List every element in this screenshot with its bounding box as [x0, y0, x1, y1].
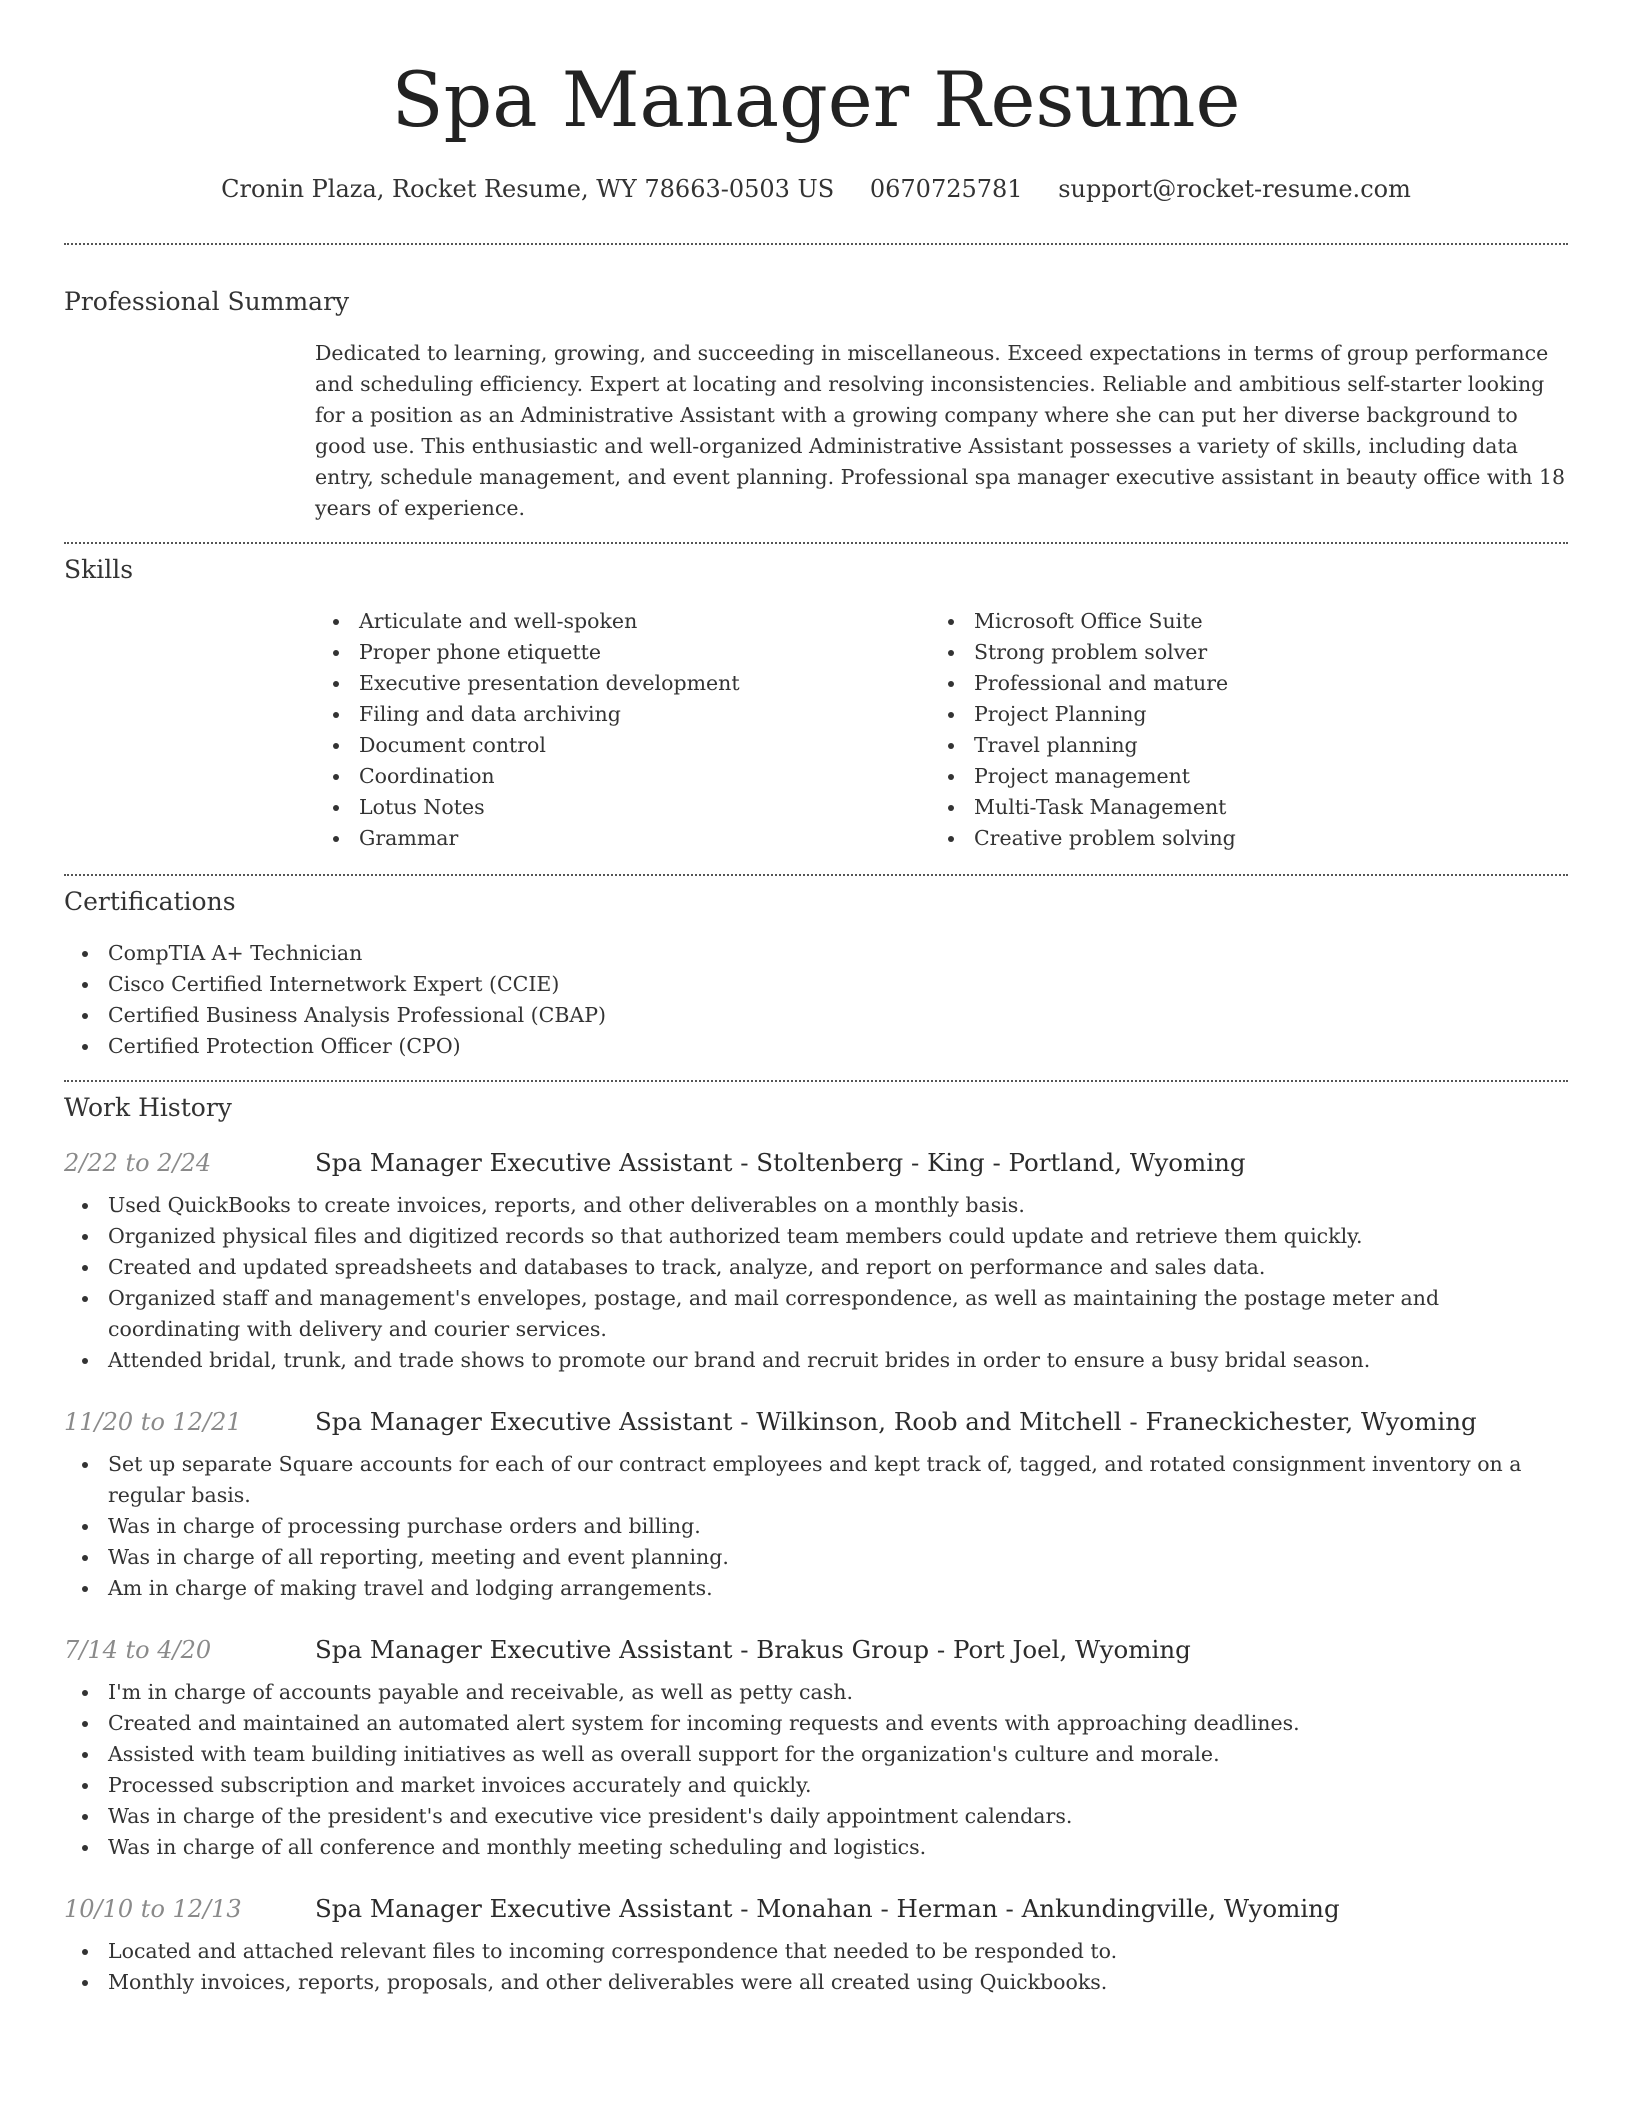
skills-columns — [315, 606, 1568, 854]
list-item: Attended bridal, trunk, and trade shows to promote our brand and recruit brides in order to ensure a busy bridal season. — [64, 1345, 1568, 1376]
list-item: I'm in charge of accounts payable and receivable, as well as petty cash. — [64, 1677, 1568, 1708]
list-item: Creative problem solving — [930, 823, 1545, 854]
job-dates: 11/20 to 12/21 — [64, 1408, 242, 1436]
list-item: Monthly invoices, reports, proposals, and other deliverables were all created using Quickbooks. — [64, 1967, 1568, 1998]
divider — [64, 542, 1568, 544]
summary-heading: Professional Summary — [64, 287, 350, 316]
work-history-section — [64, 1092, 1568, 1998]
list-item: Microsoft Office Suite — [930, 606, 1545, 637]
job-title: Spa Manager Executive Assistant - Stoltenberg - King - Portland, Wyoming — [315, 1148, 1246, 1177]
job-entry — [64, 1148, 1568, 1376]
job-dates: 2/22 to 2/24 — [64, 1149, 212, 1177]
skills-list-left — [315, 606, 930, 854]
skills-list-right — [930, 606, 1545, 854]
list-item: Organized staff and management's envelopes, postage, and mail correspondence, as well as maintaining the postage meter and coordinating with delivery and courier services. — [64, 1283, 1568, 1345]
list-item: Organized physical files and digitized records so that authorized team members could update and retrieve them quickly. — [64, 1221, 1568, 1252]
job-bullets — [64, 1677, 1568, 1863]
job-title: Spa Manager Executive Assistant - Brakus Group - Port Joel, Wyoming — [315, 1635, 1191, 1664]
resume-page — [64, 0, 1568, 1998]
contact-line — [64, 172, 1568, 206]
list-item: Strong problem solver — [930, 637, 1545, 668]
list-item: Professional and mature — [930, 668, 1545, 699]
contact-address: Cronin Plaza, Rocket Resume, WY 78663-0503 US — [221, 175, 835, 203]
list-item: Multi-Task Management — [930, 792, 1545, 823]
job-title: Spa Manager Executive Assistant - Monahan - Herman - Ankundingville, Wyoming — [315, 1894, 1340, 1923]
divider — [64, 243, 1568, 245]
list-item: Document control — [315, 730, 930, 761]
job-dates: 10/10 to 12/13 — [64, 1895, 242, 1923]
skills-heading: Skills — [64, 555, 134, 584]
divider — [64, 1080, 1568, 1082]
list-item: Travel planning — [930, 730, 1545, 761]
certifications-section — [64, 886, 1568, 1062]
job-header — [64, 1407, 1568, 1436]
work-history-heading: Work History — [64, 1093, 232, 1122]
list-item: Set up separate Square accounts for each of our contract employees and kept track of, tagged, and rotated consignment inventory on a regular basis. — [64, 1449, 1568, 1511]
contact-email: support@rocket-resume.com — [1058, 175, 1411, 203]
job-header — [64, 1894, 1568, 1923]
page-title: Spa Manager Resume — [391, 55, 1241, 144]
divider — [64, 874, 1568, 876]
list-item: Was in charge of processing purchase orders and billing. — [64, 1511, 1568, 1542]
summary-text: Dedicated to learning, growing, and succeeding in miscellaneous. Exceed expectations in terms of group performance and scheduling efficiency. Expert at locating and resolving inconsistencies. Reliable and ambitious self-starter looking for a position as an Administrative Assistant with a growing company where she can put her diverse background to good use. This enthusiastic and well-organized Administrative Assistant possesses a variety of skills, including data entry, schedule management, and event planning. Professional spa manager executive assistant in beauty office with 18 years of experience. — [315, 341, 1566, 520]
list-item: Used QuickBooks to create invoices, reports, and other deliverables on a monthly basis. — [64, 1190, 1568, 1221]
list-item: Lotus Notes — [315, 792, 930, 823]
job-title: Spa Manager Executive Assistant - Wilkinson, Roob and Mitchell - Franeckichester, Wyoming — [315, 1407, 1477, 1436]
list-item: CompTIA A+ Technician — [64, 938, 1568, 969]
summary-section — [64, 286, 1568, 524]
list-item: Articulate and well-spoken — [315, 606, 930, 637]
job-entry — [64, 1635, 1568, 1863]
list-item: Assisted with team building initiatives as well as overall support for the organization's culture and morale. — [64, 1739, 1568, 1770]
list-item: Cisco Certified Internetwork Expert (CCIE) — [64, 969, 1568, 1000]
list-item: Certified Protection Officer (CPO) — [64, 1031, 1568, 1062]
job-bullets — [64, 1936, 1568, 1998]
list-item: Filing and data archiving — [315, 699, 930, 730]
job-entry — [64, 1894, 1568, 1998]
certifications-heading: Certifications — [64, 887, 236, 916]
list-item: Grammar — [315, 823, 930, 854]
list-item: Created and maintained an automated alert system for incoming requests and events with approaching deadlines. — [64, 1708, 1568, 1739]
list-item: Project management — [930, 761, 1545, 792]
job-header — [64, 1148, 1568, 1177]
list-item: Coordination — [315, 761, 930, 792]
list-item: Am in charge of making travel and lodging arrangements. — [64, 1573, 1568, 1604]
list-item: Was in charge of the president's and executive vice president's daily appointment calendars. — [64, 1801, 1568, 1832]
job-header — [64, 1635, 1568, 1664]
certifications-list — [64, 938, 1568, 1062]
list-item: Executive presentation development — [315, 668, 930, 699]
job-bullets — [64, 1449, 1568, 1604]
list-item: Located and attached relevant files to incoming correspondence that needed to be responded to. — [64, 1936, 1568, 1967]
list-item: Certified Business Analysis Professional (CBAP) — [64, 1000, 1568, 1031]
list-item: Proper phone etiquette — [315, 637, 930, 668]
list-item: Was in charge of all reporting, meeting and event planning. — [64, 1542, 1568, 1573]
job-dates: 7/14 to 4/20 — [64, 1636, 212, 1664]
list-item: Was in charge of all conference and monthly meeting scheduling and logistics. — [64, 1832, 1568, 1863]
contact-phone: 0670725781 — [869, 175, 1023, 203]
list-item: Created and updated spreadsheets and databases to track, analyze, and report on performance and sales data. — [64, 1252, 1568, 1283]
list-item: Project Planning — [930, 699, 1545, 730]
list-item: Processed subscription and market invoices accurately and quickly. — [64, 1770, 1568, 1801]
job-entry — [64, 1407, 1568, 1604]
job-bullets — [64, 1190, 1568, 1376]
skills-section — [64, 554, 1568, 854]
